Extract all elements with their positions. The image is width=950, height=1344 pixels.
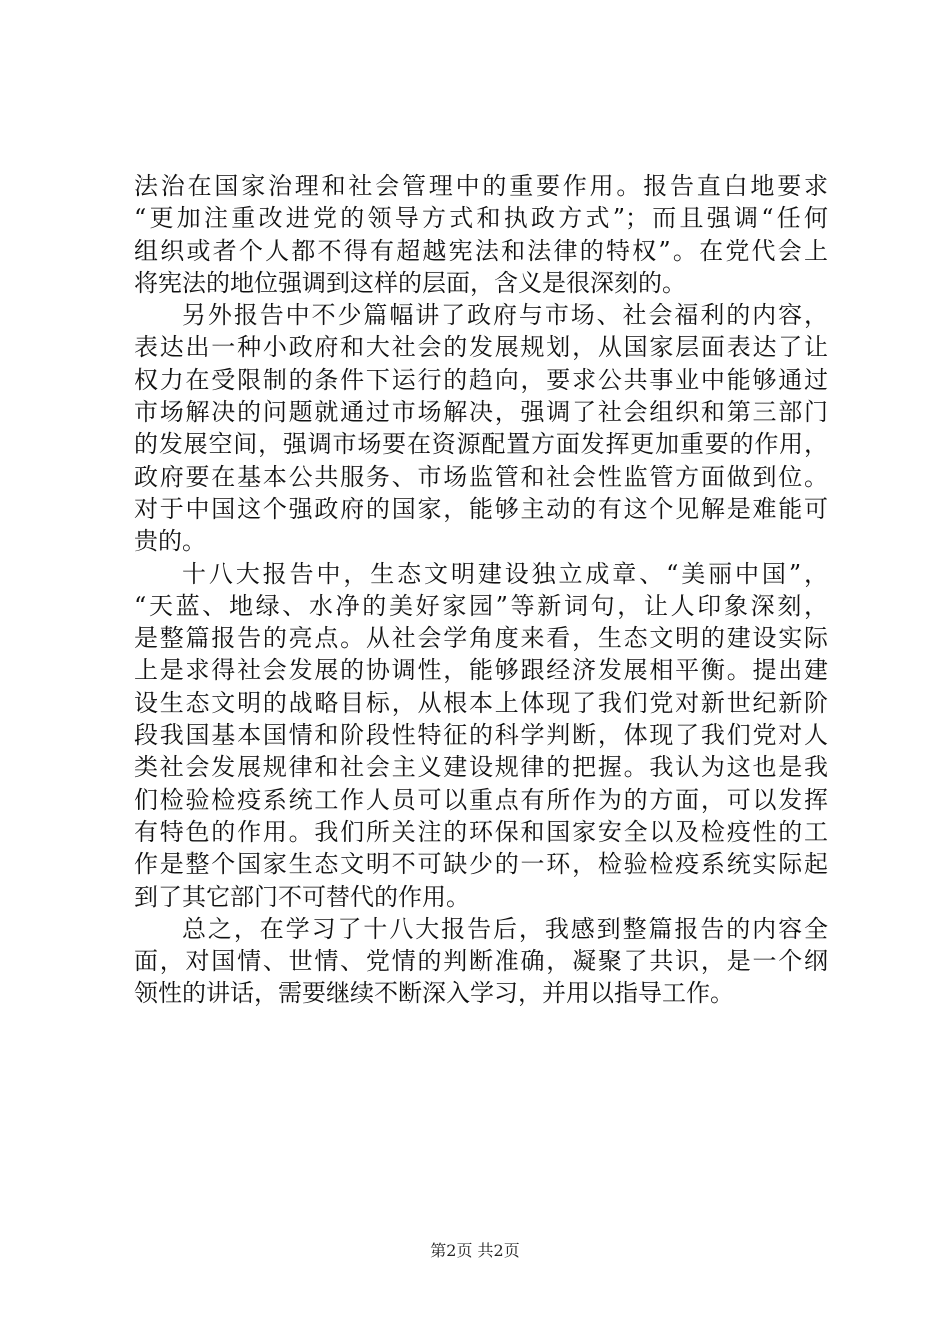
paragraph-line: 段我国基本国情和阶段性特征的科学判断，体现了我们党对人 [134, 721, 828, 750]
paragraph-line: 是整篇报告的亮点。从社会学角度来看，生态文明的建设实际 [134, 624, 828, 653]
paragraph-line: 的发展空间，强调市场要在资源配置方面发挥更加重要的作用， [134, 430, 828, 459]
paragraph-line: 到了其它部门不可替代的作用。 [134, 882, 470, 911]
paragraph-line: 有特色的作用。我们所关注的环保和国家安全以及检疫性的工 [134, 817, 828, 846]
document-body [134, 170, 828, 1010]
paragraph-line: 面，对国情、世情、党情的判断准确，凝聚了共识，是一个纲 [134, 947, 828, 976]
paragraph-line: 十八大报告中，生态文明建设独立成章、“美丽中国”， [182, 559, 828, 588]
paragraph [134, 170, 828, 299]
paragraph-line: 表达出一种小政府和大社会的发展规划，从国家层面表达了让 [134, 333, 828, 362]
paragraph-line: 政府要在基本公共服务、市场监管和社会性监管方面做到位。 [134, 462, 828, 491]
paragraph [134, 913, 828, 1010]
paragraph [134, 299, 828, 557]
paragraph-line: 贵的。 [134, 527, 206, 556]
paragraph-line: 们检验检疫系统工作人员可以重点有所作为的方面，可以发挥 [134, 785, 828, 814]
paragraph-line: 权力在受限制的条件下运行的趋向，要求公共事业中能够通过 [134, 365, 828, 394]
paragraph-line: “更加注重改进党的领导方式和执政方式”；而且强调“任何 [134, 204, 828, 233]
paragraph-line: 类社会发展规律和社会主义建设规律的把握。我认为这也是我 [134, 753, 828, 782]
paragraph-line: 设生态文明的战略目标，从根本上体现了我们党对新世纪新阶 [134, 688, 828, 717]
paragraph [134, 558, 828, 913]
paragraph-line: 组织或者个人都不得有超越宪法和法律的特权”。在党代会上 [134, 236, 828, 265]
paragraph-line: 另外报告中不少篇幅讲了政府与市场、社会福利的内容， [182, 301, 828, 330]
paragraph-line: 作是整个国家生态文明不可缺少的一环，检验检疫系统实际起 [134, 850, 828, 879]
paragraph-line: 对于中国这个强政府的国家，能够主动的有这个见解是难能可 [134, 494, 828, 523]
paragraph-line: 总之，在学习了十八大报告后，我感到整篇报告的内容全 [182, 914, 828, 943]
page-footer: 第2页 共2页 [430, 1241, 520, 1260]
paragraph-line: 上是求得社会发展的协调性，能够跟经济发展相平衡。提出建 [134, 656, 828, 685]
paragraph-line: “天蓝、地绿、水净的美好家园”等新词句，让人印象深刻， [134, 591, 828, 620]
paragraph-line: 法治在国家治理和社会管理中的重要作用。报告直白地要求 [134, 172, 828, 200]
paragraph-line: 将宪法的地位强调到这样的层面，含义是很深刻的。 [134, 268, 686, 297]
paragraph-line: 领性的讲话，需要继续不断深入学习，并用以指导工作。 [134, 979, 734, 1008]
paragraph-line: 市场解决的问题就通过市场解决，强调了社会组织和第三部门 [134, 398, 828, 427]
